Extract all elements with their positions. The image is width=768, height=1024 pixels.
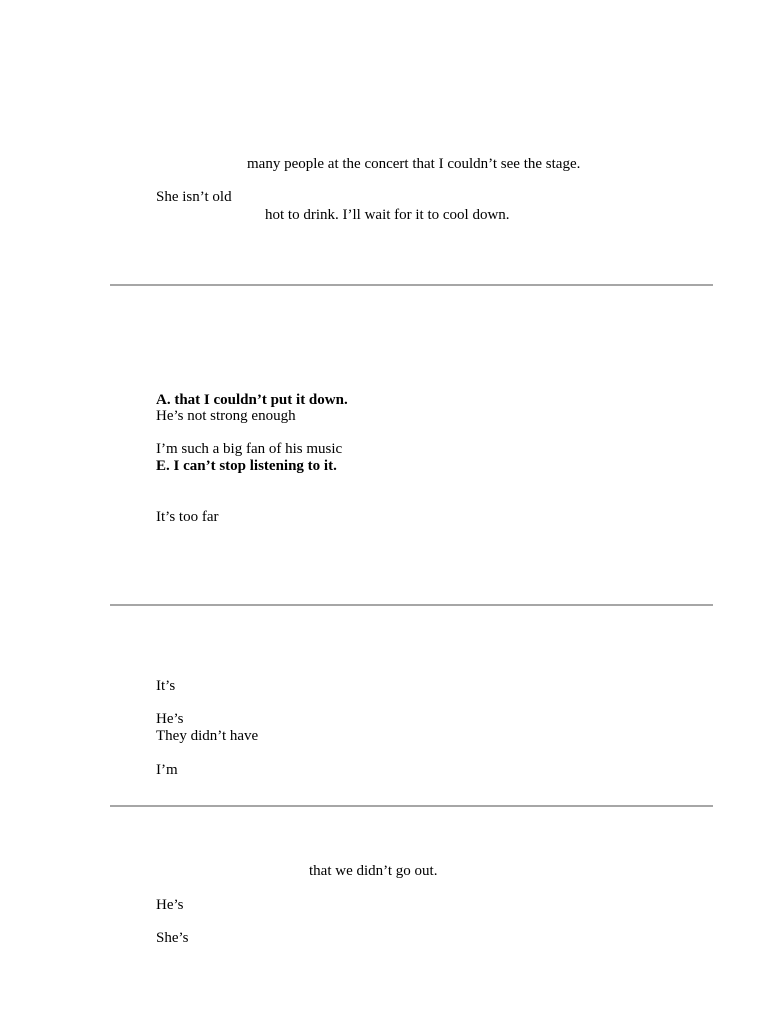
- section-divider-1: [110, 284, 713, 286]
- sentence-concert: many people at the concert that I couldn’t see the stage.: [247, 156, 581, 172]
- sentence-strong: He’s not strong enough: [156, 408, 296, 424]
- sentence-hot-drink: hot to drink. I’ll wait for it to cool down.: [265, 207, 510, 223]
- sentence-too-far: It’s too far: [156, 509, 219, 525]
- option-a: A. that I couldn’t put it down.: [156, 392, 348, 408]
- section-divider-3: [110, 805, 713, 807]
- sentence-old: She isn’t old: [156, 189, 232, 205]
- sentence-didnt-have: They didn’t have: [156, 728, 259, 744]
- sentence-fan: I’m such a big fan of his music: [156, 441, 343, 457]
- sentence-shes: She’s: [156, 930, 189, 946]
- option-e: E. I can’t stop listening to it.: [156, 458, 337, 474]
- sentence-its: It’s: [156, 678, 176, 694]
- section-divider-2: [110, 604, 713, 606]
- sentence-im: I’m: [156, 762, 178, 778]
- sentence-hes: He’s: [156, 711, 184, 727]
- sentence-hes-2: He’s: [156, 897, 184, 913]
- sentence-go-out: that we didn’t go out.: [309, 863, 438, 879]
